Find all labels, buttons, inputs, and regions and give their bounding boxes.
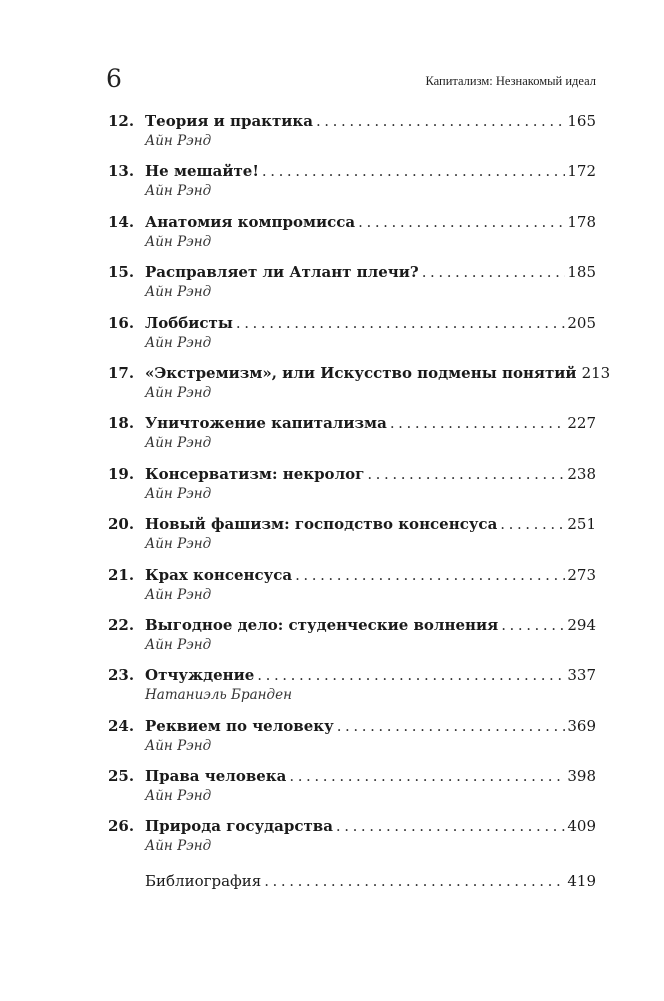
entry-title: Крах консенсуса [145, 565, 293, 584]
entry-title: Выгодное дело: студенческие волнения [145, 615, 499, 634]
entry-author: Айн Рэнд [145, 284, 212, 301]
running-head: Капитализм: Незнакомый идеал [425, 74, 596, 88]
entry-number: 24. [108, 716, 135, 735]
toc-entry[interactable] [108, 412, 596, 462]
entry-page: 178 [567, 212, 596, 231]
dot-leader [358, 211, 565, 233]
toc-entry[interactable] [108, 614, 596, 664]
toc-entry[interactable] [108, 513, 596, 563]
entry-title: Расправляет ли Атлант плечи? [145, 263, 419, 282]
dot-leader [264, 870, 565, 892]
toc-entry[interactable] [108, 715, 596, 765]
dot-leader [337, 715, 566, 737]
entry-title: Анатомия компромисса [145, 212, 356, 231]
entry-number: 17. [108, 363, 135, 382]
entry-page: 398 [567, 767, 596, 786]
entry-number: 18. [108, 414, 135, 433]
entry-author: Айн Рэнд [145, 183, 212, 200]
table-of-contents [108, 110, 611, 920]
entry-page: 409 [567, 817, 596, 836]
toc-entry[interactable] [108, 564, 596, 614]
toc-entry[interactable] [108, 261, 596, 311]
entry-number: 12. [108, 112, 135, 130]
dot-leader [422, 261, 566, 283]
toc-entry[interactable] [108, 362, 611, 412]
entry-page: 238 [567, 464, 596, 483]
toc-entry[interactable] [108, 110, 596, 160]
entry-page: 369 [567, 716, 596, 735]
entry-author: Айн Рэнд [145, 384, 212, 401]
entry-page: 213 [581, 363, 611, 382]
dot-leader [500, 513, 565, 535]
entry-title: Природа государства [145, 817, 333, 836]
entry-title: Новый фашизм: господство консенсуса [145, 515, 498, 534]
toc-entry[interactable] [108, 815, 596, 865]
entry-number: 22. [108, 615, 135, 634]
toc-entry[interactable] [108, 463, 596, 513]
entry-page: 251 [567, 515, 596, 534]
dot-leader [316, 110, 565, 132]
entry-page: 205 [567, 313, 596, 332]
dot-leader [236, 312, 565, 334]
toc-entry[interactable] [108, 160, 596, 210]
entry-page: 419 [567, 871, 596, 890]
entry-author: Айн Рэнд [145, 334, 212, 351]
entry-author: Айн Рэнд [145, 485, 212, 502]
dot-leader [367, 463, 565, 485]
entry-page: 185 [567, 263, 596, 282]
entry-number: 23. [108, 666, 135, 685]
entry-author: Айн Рэнд [145, 788, 212, 805]
entry-page: 273 [567, 565, 596, 584]
entry-number: 25. [108, 767, 135, 786]
entry-author: Айн Рэнд [145, 737, 212, 754]
entry-number: 13. [108, 162, 135, 181]
entry-author: Айн Рэнд [145, 536, 212, 553]
entry-title: Уничтожение капитализма [145, 414, 387, 433]
entry-title: Консерватизм: некролог [145, 464, 365, 483]
entry-number: 21. [108, 565, 135, 584]
entry-title: Лоббисты [145, 313, 233, 332]
entry-title: Отчуждение [145, 666, 255, 685]
page-number: 6 [106, 64, 122, 93]
dot-leader [501, 614, 565, 636]
toc-entry[interactable] [108, 211, 596, 261]
toc-entry-bibliography[interactable] [108, 870, 596, 920]
entry-title: Теория и практика [145, 112, 313, 130]
entry-author: Айн Рэнд [145, 133, 212, 149]
entry-title: «Экстремизм», или Искусство подмены понятий [145, 363, 577, 382]
toc-entry[interactable] [108, 312, 596, 362]
entry-author: Айн Рэнд [145, 435, 212, 452]
entry-number: 15. [108, 263, 135, 282]
toc-entry[interactable] [108, 765, 596, 815]
dot-leader [289, 765, 565, 787]
toc-entry[interactable] [108, 664, 596, 714]
entry-number: 16. [108, 313, 135, 332]
entry-page: 294 [567, 615, 596, 634]
entry-title: Библиография [145, 871, 262, 890]
entry-author: Айн Рэнд [145, 233, 212, 250]
entry-page: 227 [567, 414, 596, 433]
entry-page: 337 [567, 666, 596, 685]
dot-leader [336, 815, 565, 837]
entry-number: 20. [108, 515, 135, 534]
entry-number: 14. [108, 212, 135, 231]
entry-title: Не мешайте! [145, 162, 259, 181]
entry-number: 19. [108, 464, 135, 483]
entry-author: Айн Рэнд [145, 636, 212, 653]
dot-leader [390, 412, 566, 434]
entry-author: Айн Рэнд [145, 586, 212, 603]
dot-leader [257, 664, 565, 686]
entry-page: 172 [567, 162, 596, 181]
entry-author: Айн Рэнд [145, 838, 212, 855]
dot-leader [295, 564, 565, 586]
entry-author: Натаниэль Бранден [145, 687, 292, 704]
entry-page: 165 [567, 112, 596, 130]
entry-title: Права человека [145, 767, 287, 786]
entry-title: Реквием по человеку [145, 716, 334, 735]
entry-number: 26. [108, 817, 135, 836]
dot-leader [262, 160, 565, 182]
